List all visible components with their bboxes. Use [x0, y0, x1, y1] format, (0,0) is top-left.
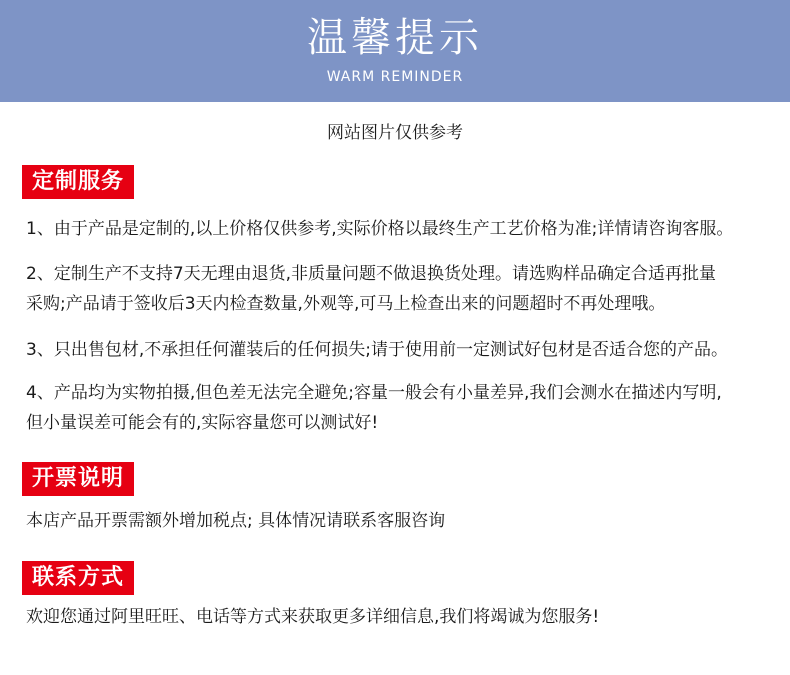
section-heading-custom: 定制服务	[22, 165, 134, 199]
section-heading-contact: 联系方式	[22, 561, 134, 595]
custom-item-2-line-2: 采购;产品请于签收后3天内检查数量,外观等,可马上检查出来的问题超时不再处理哦。	[26, 294, 666, 314]
page-title: 温馨提示	[307, 15, 483, 61]
custom-item-2	[26, 259, 776, 319]
invoice-text: 本店产品开票需额外增加税点; 具体情况请联系客服咨询	[26, 511, 446, 531]
custom-item-1	[26, 214, 776, 244]
header-banner	[0, 0, 790, 102]
image-note: 网站图片仅供参考	[327, 123, 463, 143]
page-subtitle: WARM REMINDER	[326, 69, 464, 85]
custom-item-2-line-1: 2、定制生产不支持7天无理由退货,非质量问题不做退换货处理。请选购样品确定合适再批量	[26, 264, 717, 284]
contact-text: 欢迎您通过阿里旺旺、电话等方式来获取更多详细信息,我们将竭诚为您服务!	[26, 607, 600, 627]
custom-item-1-line-1: 1、由于产品是定制的,以上价格仅供参考,实际价格以最终生产工艺价格为准;详情请咨询客服。	[26, 219, 734, 239]
custom-item-4-line-2: 但小量误差可能会有的,实际容量您可以测试好!	[26, 413, 379, 433]
custom-item-3-line-1: 3、只出售包材,不承担任何灌装后的任何损失;请于使用前一定测试好包材是否适合您的产品。	[26, 340, 728, 360]
section-heading-invoice: 开票说明	[22, 462, 134, 496]
custom-item-4-line-1: 4、产品均为实物拍摄,但色差无法完全避免;容量一般会有小量差异,我们会测水在描述内写明,	[26, 383, 722, 403]
custom-item-4	[26, 378, 776, 438]
custom-item-3	[26, 335, 776, 365]
